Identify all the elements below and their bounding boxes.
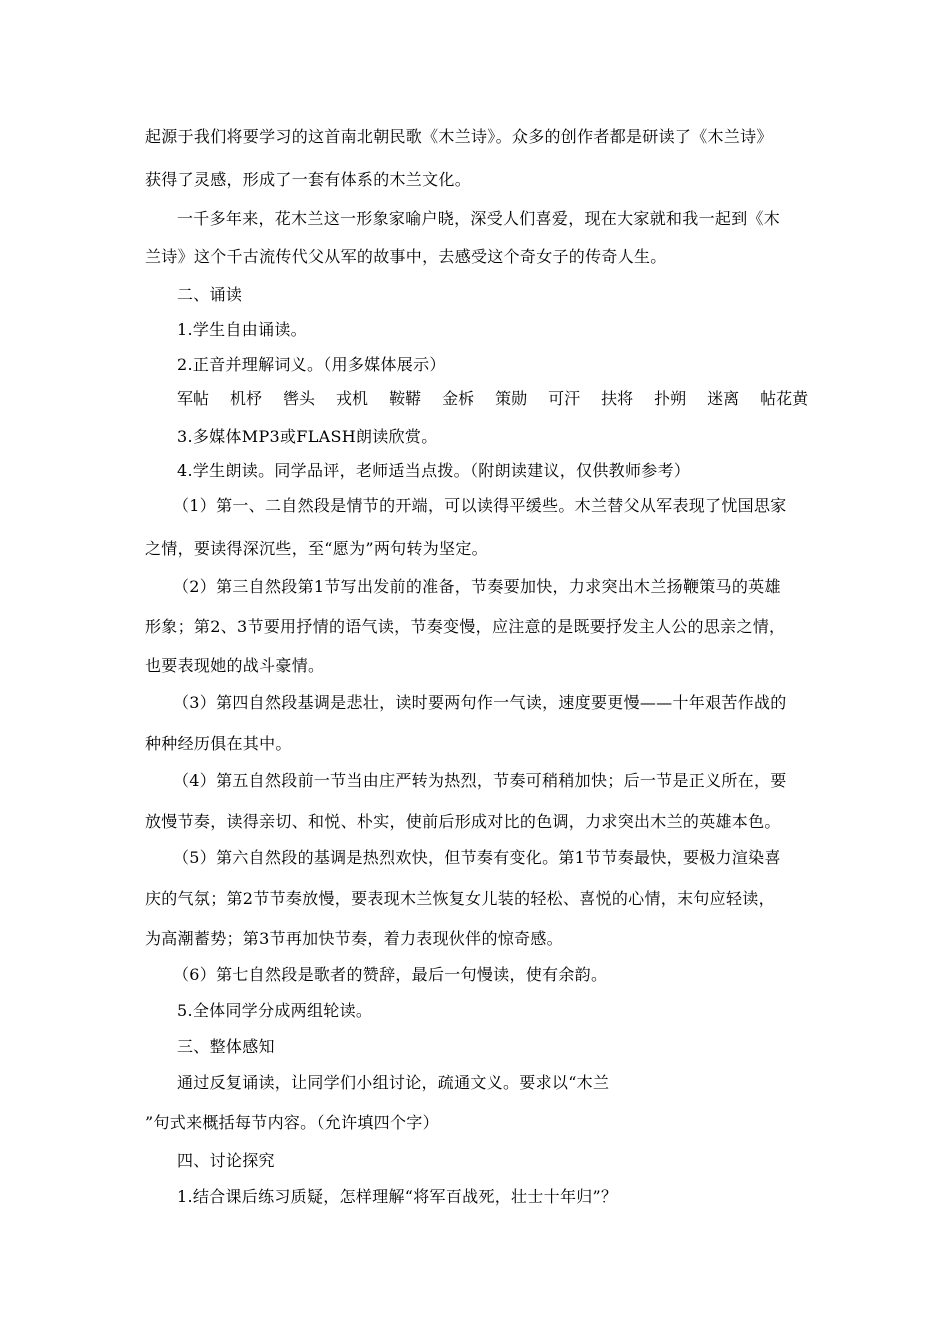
vocab-word: 帖花黄 [760,389,809,408]
list-item: 1.学生自由诵读。 [177,320,307,339]
section-heading: 二、诵读 [177,285,243,304]
vocab-word: 扑朔 [654,389,687,408]
paragraph-line: ”句式来概括每节内容。（允许填四个字） [145,1113,439,1132]
paragraph-line: 放慢节奏，读得亲切、和悦、朴实，使前后形成对比的色调，力求突出木兰的英雄本色。 [145,812,781,831]
list-item: 1.结合课后练习质疑，怎样理解“将军百战死，壮士十年归”？ [177,1187,618,1206]
vocab-word: 戎机 [336,389,369,408]
list-item: 3.多媒体MP3或FLASH朗读欣赏。 [177,427,438,446]
paragraph-line: 起源于我们将要学习的这首南北朝民歌《木兰诗》。众多的创作者都是研读了《木兰诗》 [145,127,773,146]
paragraph-line: 一千多年来，花木兰这一形象家喻户晓，深受人们喜爱，现在大家就和我一起到《木 [177,209,781,228]
vocab-word: 辔头 [283,389,316,408]
paragraph-line: 种种经历俱在其中。 [145,734,292,753]
section-heading: 四、讨论探究 [177,1151,275,1170]
paragraph-line: 通过反复诵读，让同学们小组讨论，疏通文义。要求以“木兰 [177,1073,610,1092]
vocab-word: 迷离 [707,389,740,408]
paragraph-line: 为高潮蓄势；第3节再加快节奏，着力表现伙伴的惊奇感。 [145,929,563,948]
paragraph-line: （2）第三自然段第1节写出发前的准备，节奏要加快，力求突出木兰扬鞭策马的英雄 [173,577,781,596]
vocab-word: 可汗 [548,389,581,408]
paragraph-line: 形象；第2、3节要用抒情的语气读，节奏变慢，应注意的是既要抒发主人公的思亲之情， [145,617,786,636]
paragraph-line: 之情，要读得深沉些，至“愿为”两句转为坚定。 [145,539,488,558]
vocab-word: 鞍鞯 [389,389,422,408]
paragraph-line: （1）第一、二自然段是情节的开端，可以读得平缓些。木兰替父从军表现了忧国思家 [173,496,787,515]
paragraph-line: （5）第六自然段的基调是热烈欢快，但节奏有变化。第1节节奏最快，要极力渲染喜 [173,848,781,867]
vocab-word: 策勋 [495,389,528,408]
paragraph-line: （6）第七自然段是歌者的赞辞，最后一句慢读，使有余韵。 [173,965,608,984]
vocab-word: 扶将 [601,389,634,408]
list-item: 4.学生朗读。同学品评，老师适当点拨。（附朗读建议，仅供教师参考） [177,461,691,480]
paragraph-line: （4）第五自然段前一节当由庄严转为热烈，节奏可稍稍加快；后一节是正义所在，要 [173,771,787,790]
vocab-word: 机杼 [230,389,263,408]
list-item: 2.正音并理解词义。（用多媒体展示） [177,355,446,374]
paragraph-line: （3）第四自然段基调是悲壮，读时要两句作一气读，速度要更慢——十年艰苦作战的 [173,693,787,712]
section-heading: 三、整体感知 [177,1037,275,1056]
vocab-word: 金柝 [442,389,475,408]
paragraph-line: 兰诗》这个千古流传代父从军的故事中，去感受这个奇女子的传奇人生。 [145,247,667,266]
paragraph-line: 也要表现她的战斗豪情。 [145,656,325,675]
paragraph-line: 庆的气氛；第2节节奏放慢，要表现木兰恢复女儿装的轻松、喜悦的心情，末句应轻读， [145,889,775,908]
list-item: 5.全体同学分成两组轮读。 [177,1001,373,1020]
vocabulary-list [177,389,829,409]
paragraph-line: 获得了灵感，形成了一套有体系的木兰文化。 [145,170,472,189]
vocab-word: 军帖 [177,389,210,408]
